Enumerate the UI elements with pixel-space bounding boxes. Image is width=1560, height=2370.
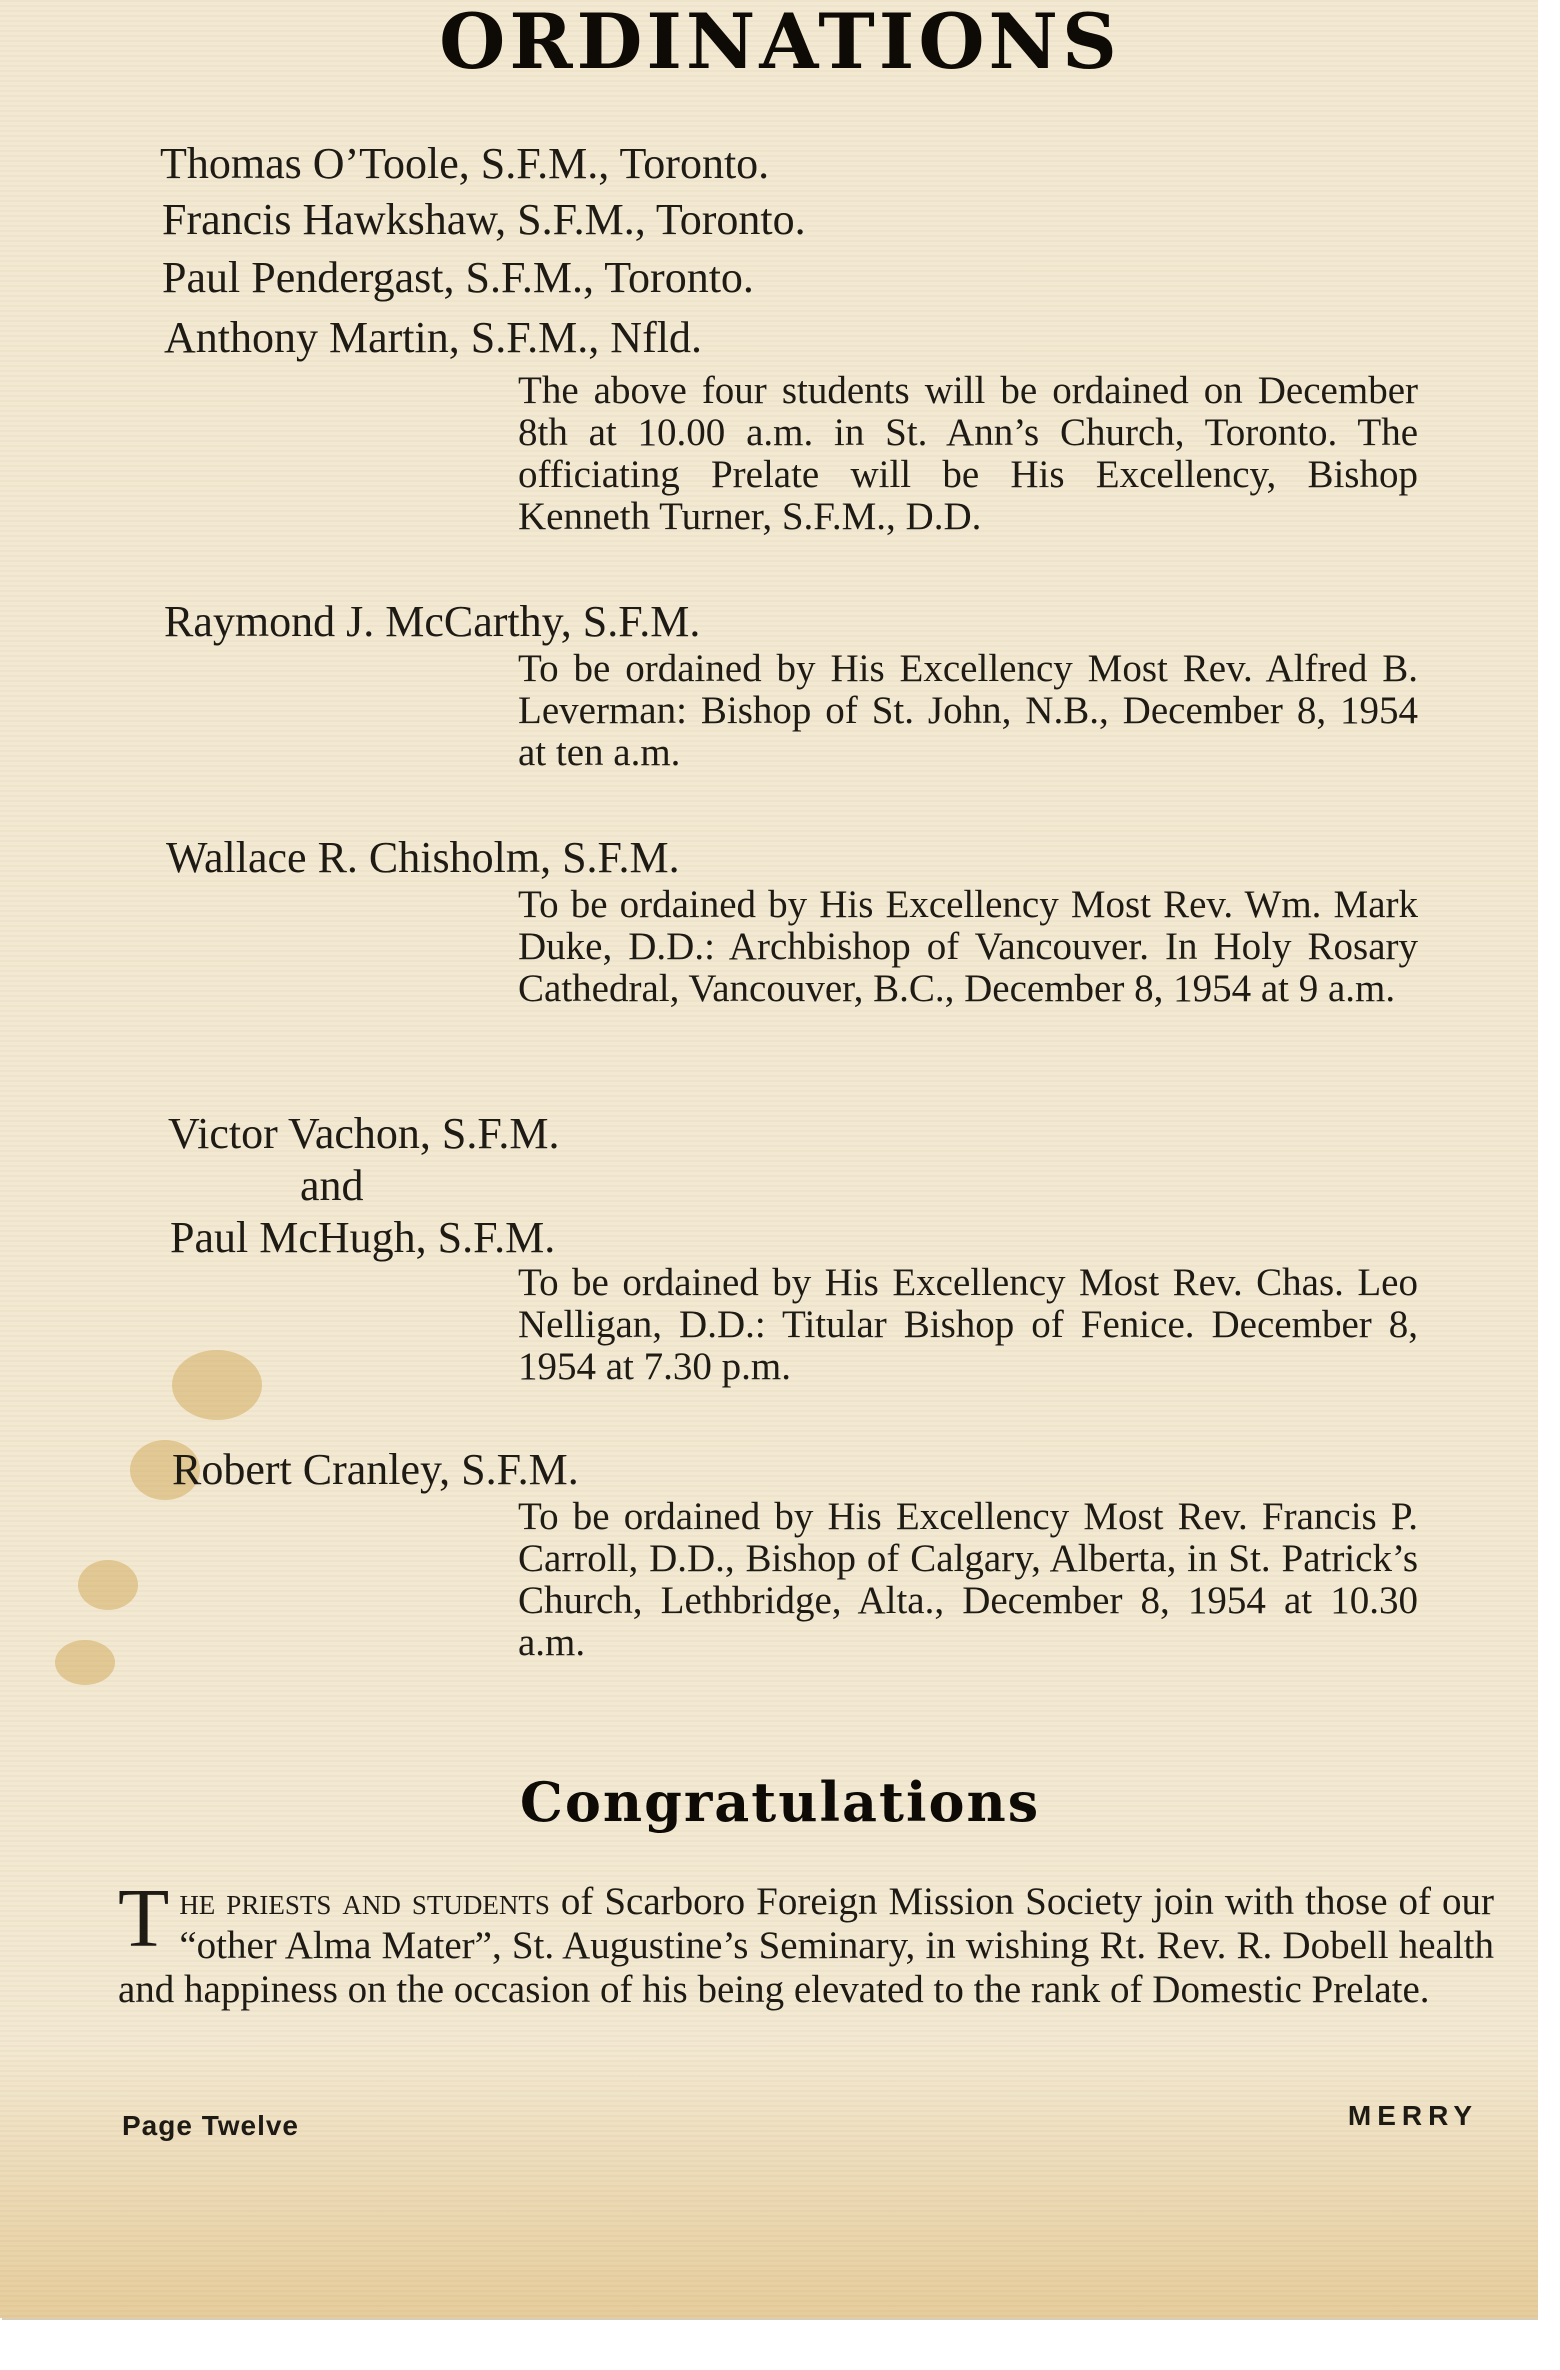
ordinand-name: Anthony Martin, S.F.M., Nfld. xyxy=(164,313,702,362)
ordinand-name: Raymond J. McCarthy, S.F.M. xyxy=(164,597,701,646)
ordination-details: To be ordained by His Excellency Most Rev. Chas. Leo Nelligan, D.D.: Titular Bishop of Fenice. December 8, 1954 at 7.30 p.m. xyxy=(518,1261,1418,1388)
ordination-details: The above four students will be ordained on December 8th at 10.00 a.m. in St. Ann’s Church, Toronto. The officiating Prelate will be His Excellency, Bishop Kenneth Turner, S.F.M., D.D. xyxy=(518,369,1418,538)
drop-cap: T xyxy=(118,1872,170,1965)
ordinand-name: Thomas O’Toole, S.F.M., Toronto. xyxy=(160,139,770,188)
water-stain xyxy=(172,1350,262,1420)
lead-in-text: he priests and students xyxy=(179,1880,550,1923)
congratulations-paragraph xyxy=(118,1872,1494,2012)
water-stain xyxy=(78,1560,138,1610)
ordinand-name: Paul Pendergast, S.F.M., Toronto. xyxy=(162,253,754,302)
page-title: ORDINATIONS xyxy=(439,0,1121,86)
ordination-details: To be ordained by His Excellency Most Rev. Wm. Mark Duke, D.D.: Archbishop of Vancouver. In Holy Rosary Cathedral, Vancouver, B.C., December 8, 1954 at 9 a.m. xyxy=(518,883,1418,1010)
ordinand-name: Francis Hawkshaw, S.F.M., Toronto. xyxy=(162,195,806,244)
water-stain xyxy=(55,1640,115,1685)
ordination-details: To be ordained by His Excellency Most Rev. Francis P. Carroll, D.D., Bishop of Calgary, Alberta, in St. Patrick’s Church, Lethbridge, Alta., December 8, 1954 at 10.30 a.m. xyxy=(518,1495,1418,1664)
ordinand-name: Wallace R. Chisholm, S.F.M. xyxy=(166,833,680,882)
running-footer: MERRY xyxy=(1347,2100,1478,2131)
ordination-details: To be ordained by His Excellency Most Rev. Alfred B. Leverman: Bishop of St. John, N.B., December 8, 1954 at ten a.m. xyxy=(518,647,1418,774)
ordinand-name: Robert Cranley, S.F.M. xyxy=(172,1445,579,1494)
page-number: Page Twelve xyxy=(122,2110,300,2141)
conjunction-text: and xyxy=(300,1161,364,1210)
paragraph-body: of Scarboro Foreign Mission Society join with those of our “other Alma Mater”, St. Augustine’s Seminary, in wishing Rt. Rev. R. Dobell health and happiness on the occasion of his being elevated to the rank of Domestic Prelate. xyxy=(118,1880,1494,2011)
ordinand-name: Paul McHugh, S.F.M. xyxy=(170,1213,556,1262)
congratulations-heading: Congratulations xyxy=(519,1770,1041,1834)
scan-margin xyxy=(1538,0,1560,2370)
ordinand-name: Victor Vachon, S.F.M. xyxy=(168,1109,560,1158)
